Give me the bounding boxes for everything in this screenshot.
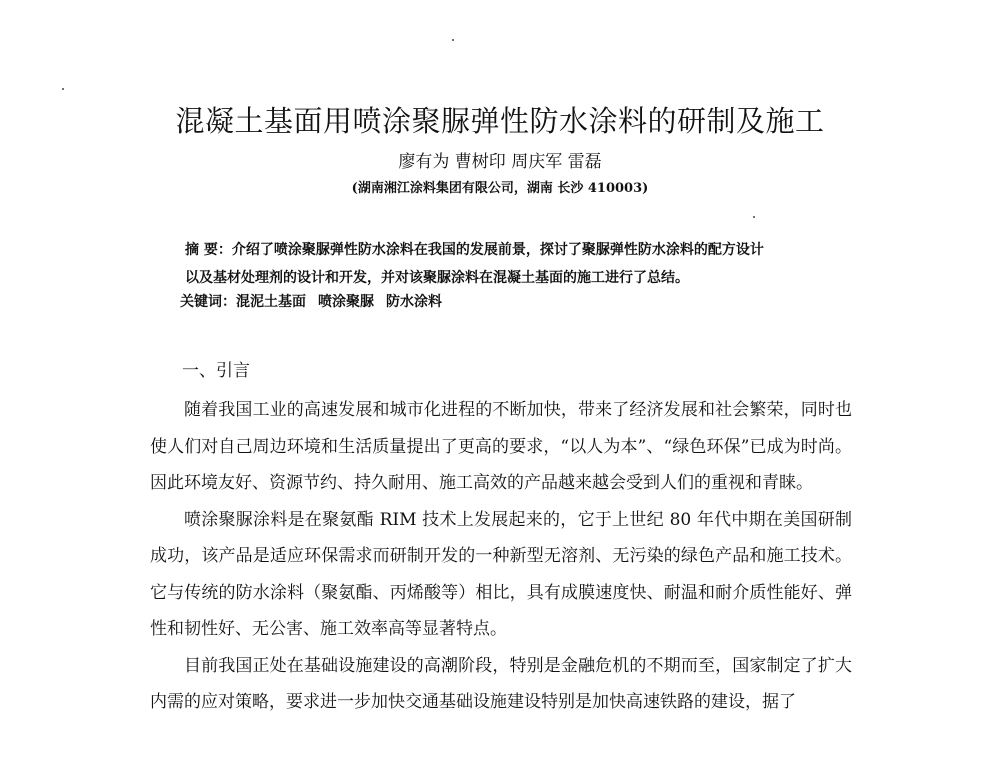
author-list: 廖有为 曹树印 周庆军 雷磊 (398, 152, 602, 172)
abstract-label: 摘 要： (185, 242, 232, 258)
abstract (185, 236, 865, 292)
body-paragraph: 目前我国正处在基础设施建设的高潮阶段，特别是金融危机的不期而至，国家制定了扩大内需的应对策略，要求进一步加快交通基础设施建设特别是加快高速铁路的建设，据了 (150, 655, 852, 712)
section-heading-introduction: 一、引言 (182, 361, 250, 381)
scan-speck (753, 216, 755, 218)
abstract-line-2: 以及基材处理剂的设计和开发，并对该聚脲涂料在混凝土基面的施工进行了总结。 (185, 270, 689, 286)
paper-title: 混凝土基面用喷涂聚脲弹性防水涂料的研制及施工 (175, 104, 825, 138)
introduction-body (150, 392, 852, 721)
keyword-item: 混泥土基面 (236, 294, 306, 310)
keywords (180, 290, 442, 314)
keyword-item: 防水涂料 (386, 294, 442, 310)
body-paragraph: 喷涂聚脲涂料是在聚氨酯 RIM 技术上发展起来的，它于上世纪 80 年代中期在美国研制成功，该产品是适应环保需求而研制开发的一种新型无溶剂、无污染的绿色产品和施工技术。它与传统的防水涂料（聚氨酯、丙烯酸等）相比，具有成膜速度快、耐温和耐介质性能好、弹性和韧性好、无公害、施工效率高等显著特点。 (150, 509, 852, 639)
abstract-line-1 (185, 236, 865, 264)
scan-speck (62, 88, 64, 90)
author-affiliation: (湖南湘江涂料集团有限公司，湖南 长沙 410003) (351, 181, 649, 196)
body-paragraph: 随着我国工业的高速发展和城市化进程的不断加快，带来了经济发展和社会繁荣，同时也使人们对自己周边环境和生活质量提出了更高的要求，“以人为本”、“绿色环保”已成为时尚。因此环境友好、资源节约、持久耐用、施工高效的产品越来越会受到人们的重视和青睐。 (150, 400, 852, 493)
scan-speck (452, 39, 454, 41)
keywords-label: 关键词： (180, 294, 236, 310)
keyword-item: 喷涂聚脲 (318, 294, 374, 310)
abstract-text-1: 介绍了喷涂聚脲弹性防水涂料在我国的发展前景，探讨了聚脲弹性防水涂料的配方设计 (231, 242, 764, 258)
